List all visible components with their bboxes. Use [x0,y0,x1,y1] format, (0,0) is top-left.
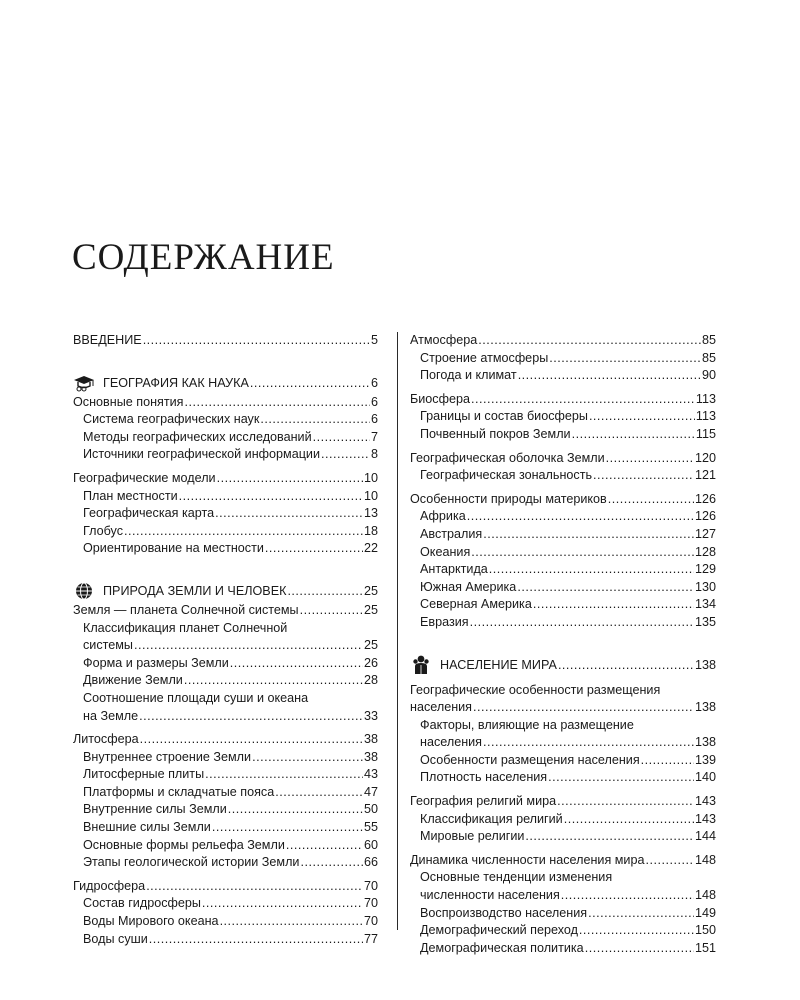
toc-entry-page: 7 [370,429,378,444]
toc-entry-page: 85 [701,350,716,365]
toc-subentry[interactable] [410,614,716,632]
toc-entry-page: 115 [695,426,716,441]
toc-subentry[interactable] [73,895,378,913]
toc-entry-title: Африка [420,509,466,524]
toc-entry-title: Классификация религий [420,811,563,826]
dot-leader [593,467,694,485]
dot-leader [215,505,363,523]
toc-entry-title: Внешние силы Земли [83,820,211,835]
dot-leader [564,811,694,829]
dot-leader [473,699,694,717]
dot-leader [321,446,370,464]
toc-section-heading[interactable] [410,654,716,676]
dot-leader [250,376,370,390]
dot-leader [585,940,694,958]
dot-leader [579,922,694,940]
toc-subentry[interactable] [410,596,716,614]
toc-entry-page: 22 [363,541,378,556]
toc-entry-page: 70 [363,914,378,929]
toc-entry-title: численности населения [420,888,560,903]
toc-subentry[interactable] [73,672,378,690]
toc-entry-page: 10 [363,470,378,485]
toc-subentry[interactable] [410,367,716,385]
toc-entry-title: Антарктида [420,562,488,577]
toc-entry-title: Внутренние силы Земли [83,802,227,817]
toc-entry-page: 150 [694,923,716,938]
dot-leader [275,784,363,802]
toc-entry-page: 26 [363,655,378,670]
toc-entry-title: Северная Америка [420,597,532,612]
toc-entry-title: Географическая зональность [420,468,593,483]
toc-entry-title: Воспроизводство населения [420,905,588,920]
toc-entry-title: Границы и состав биосферы [420,409,588,424]
toc-entry-page: 129 [694,562,716,577]
toc-entry-page: 128 [694,544,716,559]
toc-entry-page: 6 [370,412,378,427]
toc-entry-title: Океания [420,544,471,559]
toc-entry-title: Платформы и складчатые пояса [83,784,275,799]
toc-entry-title: Методы географических исследований [83,429,312,444]
toc-entry-title: Географические модели [73,470,216,485]
toc-left-column [73,332,378,948]
people-icon [410,654,432,676]
toc-subentry[interactable] [73,655,378,673]
toc-subentry[interactable] [73,446,378,464]
toc-entry[interactable] [410,852,716,870]
dot-leader [134,637,363,655]
toc-entry-page: 25 [363,638,378,653]
toc-entry-title: Основные формы рельефа Земли [83,837,285,852]
dot-leader [140,731,363,749]
dot-leader [149,931,363,949]
toc-subentry[interactable] [410,811,716,829]
toc-entry[interactable] [410,491,716,509]
dot-leader [518,367,701,385]
toc-entry-title: Земля — планета Солнечной системы [73,602,299,617]
toc-subentry[interactable] [73,411,378,429]
toc-entry-page: 38 [363,732,378,747]
dot-leader [558,658,694,672]
toc-entry-page: 70 [363,896,378,911]
toc-subentry[interactable] [410,734,716,752]
toc-entry-page: 43 [363,767,378,782]
dot-leader [300,602,363,620]
dot-leader [561,887,694,905]
toc-subentry[interactable] [73,637,378,655]
toc-entry-title: Гидросфера [73,878,146,893]
toc-entry-title: Соотношение площади суши и океана [83,690,309,705]
dot-leader [572,426,695,444]
dot-leader [184,394,370,412]
toc-entry[interactable] [410,699,716,717]
dot-leader [265,540,363,558]
toc-entry[interactable] [73,878,378,896]
toc-entry-title: на Земле [83,708,139,723]
toc-entry-title: Источники географической информации [83,447,320,462]
toc-subentry[interactable] [410,408,716,426]
toc-entry-page: 70 [363,878,378,893]
toc-entry-title: Географические особенности размещения [410,682,661,697]
toc-entry[interactable] [410,332,716,350]
toc-entry-page: 10 [363,488,378,503]
toc-section-page: 138 [694,657,716,672]
toc-entry-title: ВВЕДЕНИЕ [73,333,142,347]
dot-leader [548,769,694,787]
toc-entry[interactable] [410,682,716,700]
dot-leader [252,749,363,767]
toc-entry-title: Географическая карта [83,506,215,521]
toc-entry-page: 8 [370,447,378,462]
dot-leader [483,734,694,752]
toc-entry[interactable] [410,450,716,468]
toc-entry-page: 138 [694,735,716,750]
toc-entry-page: 28 [363,673,378,688]
toc-subentry[interactable] [73,784,378,802]
toc-entry-page: 135 [694,614,716,629]
toc-entry-title: Биосфера [410,391,470,406]
toc-entry-title: Основные тенденции изменения [420,870,613,885]
toc-entry-title: Почвенный покров Земли [420,426,571,441]
toc-entry-page: 50 [363,802,378,817]
dot-leader [641,752,694,770]
mortarboard-icon [73,372,95,394]
toc-entry-title: Форма и размеры Земли [83,655,229,670]
toc-subentry[interactable] [410,526,716,544]
toc-entry-page: 33 [363,708,378,723]
dot-leader [471,391,695,409]
toc-entry-page: 25 [363,602,378,617]
toc-subentry[interactable] [410,887,716,905]
dot-leader [608,491,694,509]
dot-leader [300,854,363,872]
toc-entry-title: План местности [83,488,178,503]
toc-subentry[interactable] [410,426,716,444]
toc-entry-title: Движение Земли [83,673,183,688]
toc-section-title: ПРИРОДА ЗЕМЛИ И ЧЕЛОВЕК [103,583,287,598]
toc-entry[interactable] [73,394,378,412]
toc-entry-page: 126 [694,491,716,506]
toc-entry[interactable] [73,470,378,488]
dot-leader [589,408,695,426]
toc-entry-title: Демографический переход [420,923,578,938]
toc-subentry[interactable] [73,837,378,855]
toc-entry-title: Погода и климат [420,368,517,383]
column-divider [397,332,398,930]
toc-subentry[interactable] [410,752,716,770]
toc-subentry[interactable] [410,905,716,923]
dot-leader [549,350,701,368]
toc-subentry[interactable] [73,819,378,837]
toc-entry[interactable] [410,391,716,409]
toc-entry-page: 148 [694,852,716,867]
toc-entry-title: Южная Америка [420,579,517,594]
toc-subentry[interactable] [73,854,378,872]
toc-entry-title: Динамика численности населения мира [410,852,645,867]
toc-entry-page: 77 [363,931,378,946]
toc-subentry[interactable] [73,913,378,931]
toc-entry-title: Плотность населения [420,770,548,785]
toc-entry-title: Литосферные плиты [83,767,205,782]
toc-subentry[interactable] [73,801,378,819]
toc-subentry[interactable] [73,931,378,949]
dot-leader [146,878,363,896]
toc-section-heading[interactable] [73,372,378,394]
toc-entry-page: 113 [695,409,716,424]
toc-subentry[interactable] [73,620,378,638]
toc-entry-page: 13 [363,506,378,521]
toc-entry-page: 47 [363,784,378,799]
dot-leader [645,852,694,870]
toc-entry-title: Географическая оболочка Земли [410,450,605,465]
toc-entry[interactable] [73,731,378,749]
toc-subentry[interactable] [410,769,716,787]
dot-leader [467,508,694,526]
toc-entry[interactable] [73,602,378,620]
toc-entry-page: 127 [694,526,716,541]
toc-entry-title: Система географических наук [83,412,260,427]
dot-leader [533,596,694,614]
dot-leader [212,819,363,837]
toc-entry-page: 121 [694,468,716,483]
dot-leader [205,766,363,784]
toc-entry-title: Строение атмосферы [420,350,549,365]
dot-leader [489,561,694,579]
toc-entry-title: Австралия [420,526,483,541]
dot-leader [313,429,370,447]
toc-entry-page: 60 [363,837,378,852]
toc-entry-title: Состав гидросферы [83,896,201,911]
dot-leader [470,614,694,632]
dot-leader [588,905,694,923]
globe-icon [73,580,95,602]
toc-entry-title: Особенности природы материков [410,491,607,506]
toc-entry-title: Воды суши [83,931,148,946]
toc-section-title: ГЕОГРАФИЯ КАК НАУКА [103,375,249,390]
toc-subentry[interactable] [410,869,716,887]
toc-subentry[interactable] [410,579,716,597]
dot-leader [286,837,363,855]
dot-leader [260,411,370,429]
toc-right-column [410,332,716,957]
toc-subentry[interactable] [410,922,716,940]
toc-entry-page: 126 [694,509,716,524]
toc-entry-title: Демографическая политика [420,940,584,955]
dot-leader [217,470,363,488]
toc-entry-page: 85 [701,333,716,347]
dot-leader [525,828,694,846]
toc-entry-title: Основные понятия [73,394,184,409]
toc-entry-title: Факторы, влияющие на размещение [420,717,634,732]
toc-entry-title: Воды Мирового океана [83,914,219,929]
dot-leader [478,332,701,350]
toc-entry-title: Мировые религии [420,829,525,844]
toc-section-page: 25 [363,583,378,598]
toc-entry[interactable] [410,793,716,811]
toc-entry-title: Глобус [83,523,123,538]
toc-entry-page: 66 [363,855,378,870]
toc-subentry[interactable] [410,544,716,562]
dot-leader [230,655,363,673]
dot-leader [557,793,694,811]
dot-leader [179,488,363,506]
toc-subentry[interactable] [410,828,716,846]
toc-entry-title: Особенности размещения населения [420,752,640,767]
toc-entry-page: 134 [694,597,716,612]
page-title: СОДЕРЖАНИЕ [72,237,335,278]
toc-entry-title: Ориентирование на местности [83,541,264,556]
toc-subentry[interactable] [73,540,378,558]
toc-entry-page: 113 [695,391,716,406]
dot-leader [228,801,363,819]
dot-leader [471,544,694,562]
toc-subentry[interactable] [410,508,716,526]
toc-entry-page: 151 [694,940,716,955]
toc-entry-page: 120 [694,450,716,465]
toc-entry-title: Классификация планет Солнечной [83,620,288,635]
toc-subentry[interactable] [410,467,716,485]
dot-leader [517,579,694,597]
toc-entry-title: Этапы геологической истории Земли [83,855,300,870]
toc-entry-page: 139 [694,752,716,767]
toc-subentry[interactable] [73,429,378,447]
toc-section-heading[interactable] [73,580,378,602]
toc-entry-title: Внутреннее строение Земли [83,749,252,764]
toc-subentry[interactable] [73,708,378,726]
dot-leader [220,913,363,931]
toc-entry-page: 18 [363,523,378,538]
dot-leader [202,895,363,913]
toc-subentry[interactable] [410,561,716,579]
toc-subentry[interactable] [73,488,378,506]
toc-entry-page: 140 [694,770,716,785]
toc-subentry[interactable] [73,766,378,784]
toc-subentry[interactable] [73,523,378,541]
toc-entry-page: 138 [694,700,716,715]
dot-leader [139,708,363,726]
toc-entry-page: 90 [701,368,716,383]
toc-entry-page: 148 [694,888,716,903]
dot-leader [184,672,363,690]
toc-subentry[interactable] [410,940,716,958]
toc-subentry[interactable] [73,749,378,767]
toc-entry-title: Литосфера [73,732,139,747]
toc-entry-title: системы [83,638,133,653]
toc-entry-title: Евразия [420,614,469,629]
toc-entry-page: 38 [363,749,378,764]
toc-entry-page: 55 [363,820,378,835]
toc-subentry[interactable] [410,717,716,735]
toc-entry-page: 5 [370,333,378,347]
dot-leader [606,450,694,468]
toc-section-page: 6 [370,375,378,390]
dot-leader [287,584,363,598]
toc-entry-title: География религий мира [410,794,557,809]
dot-leader [143,332,370,350]
toc-entry-page: 143 [694,794,716,809]
toc-entry[interactable] [73,332,378,350]
toc-entry-page: 149 [694,905,716,920]
toc-entry-page: 6 [370,394,378,409]
toc-subentry[interactable] [73,505,378,523]
toc-entry-title: Атмосфера [410,333,478,347]
toc-subentry[interactable] [73,690,378,708]
dot-leader [124,523,363,541]
toc-entry-page: 144 [694,829,716,844]
toc-entry-title: населения [410,700,473,715]
toc-subentry[interactable] [410,350,716,368]
toc-entry-title: населения [420,735,483,750]
toc-entry-page: 143 [694,811,716,826]
toc-entry-page: 130 [694,579,716,594]
dot-leader [483,526,694,544]
toc-section-title: НАСЕЛЕНИЕ МИРА [440,657,557,672]
